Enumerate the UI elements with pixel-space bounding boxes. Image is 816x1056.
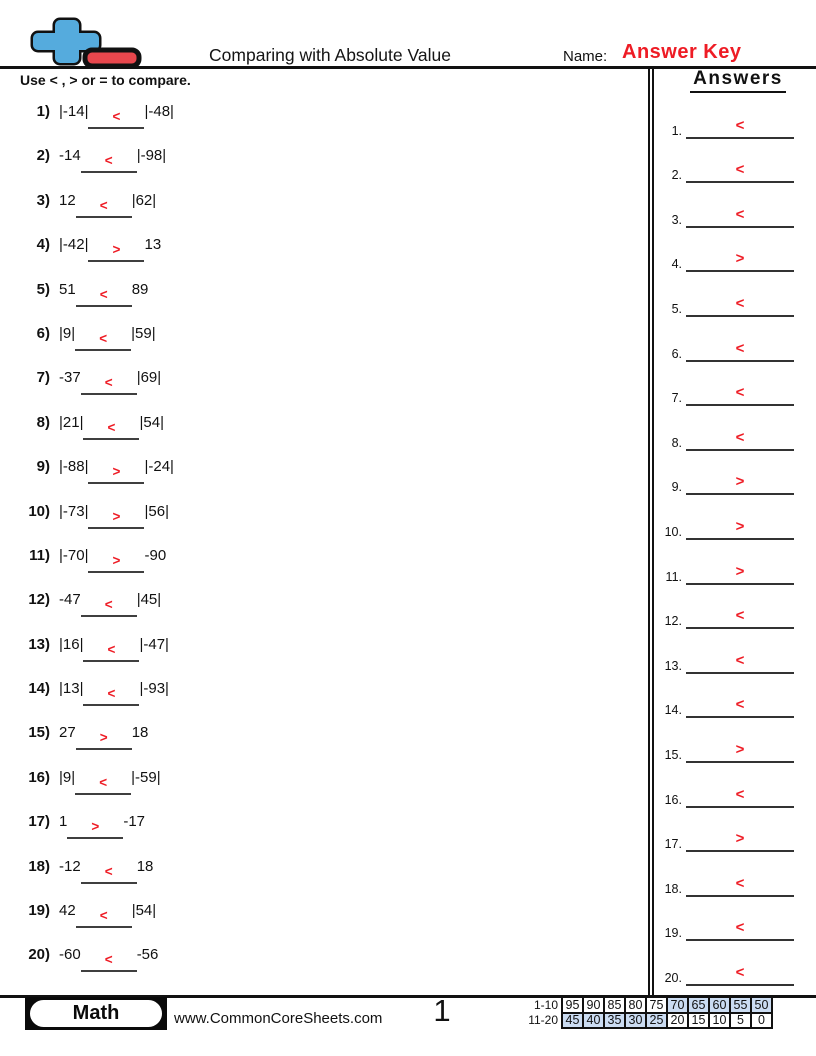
answer-symbol: < xyxy=(735,919,745,937)
answer-row xyxy=(652,631,800,676)
problem-answer-blank xyxy=(81,153,137,173)
answer-symbol: < xyxy=(735,116,745,134)
problem-number: 9) xyxy=(36,458,50,476)
problem-left-operand: |-70| xyxy=(59,546,89,564)
problem-answer-blank xyxy=(88,509,144,529)
answer-row xyxy=(652,810,800,855)
problem-row xyxy=(22,490,622,534)
grading-score-cell: 40 xyxy=(582,1012,605,1030)
problem-answer-blank xyxy=(81,375,137,395)
answer-row xyxy=(652,676,800,721)
grading-score-cell: 35 xyxy=(603,1012,626,1030)
problem-right-operand: 89 xyxy=(131,280,149,298)
answer-row xyxy=(652,274,800,319)
answer-blank-line xyxy=(686,295,794,317)
grading-score-cell: 85 xyxy=(603,996,626,1014)
problem-right-operand: 18 xyxy=(136,857,154,875)
answer-row xyxy=(652,364,800,409)
problem-right-operand: -17 xyxy=(123,813,146,831)
problem-right-operand: -56 xyxy=(136,946,159,964)
grading-score-cell: 20 xyxy=(666,1012,689,1030)
problem-answer-blank xyxy=(76,198,132,218)
problem-number: 20) xyxy=(28,946,50,964)
problem-answer-blank xyxy=(76,730,132,750)
comparison-symbol: < xyxy=(104,153,113,169)
problem-row xyxy=(22,845,622,889)
problem-number: 8) xyxy=(36,413,50,431)
problem-left-operand: |-73| xyxy=(59,502,89,520)
comparison-symbol: > xyxy=(91,819,100,835)
answer-symbol: < xyxy=(735,205,745,223)
problem-right-operand: |-98| xyxy=(136,147,167,165)
answer-number: 15. xyxy=(664,747,682,762)
answer-symbol: > xyxy=(735,830,745,848)
grading-score-cell: 25 xyxy=(645,1012,668,1030)
problem-right-operand: |-47| xyxy=(139,635,169,653)
answer-symbol: < xyxy=(735,384,745,402)
website-url: www.CommonCoreSheets.com xyxy=(174,1010,383,1027)
answer-number: 14. xyxy=(664,703,682,718)
answer-number: 9. xyxy=(671,480,682,495)
answer-blank-line xyxy=(686,250,794,272)
grading-score-cell: 65 xyxy=(687,996,710,1014)
problem-row xyxy=(22,933,622,977)
answer-blank-line xyxy=(686,161,794,183)
answer-symbol: < xyxy=(735,339,745,357)
answers-list xyxy=(652,96,800,988)
answer-blank-line xyxy=(686,206,794,228)
answer-row xyxy=(652,96,800,141)
answer-number: 20. xyxy=(664,970,682,985)
comparison-symbol: < xyxy=(104,952,113,968)
subject-badge xyxy=(25,997,167,1030)
comparison-symbol: < xyxy=(107,419,116,435)
problem-answer-blank xyxy=(67,819,123,839)
problem-number: 12) xyxy=(28,591,50,609)
answer-blank-line xyxy=(686,384,794,406)
problem-row xyxy=(22,179,622,223)
answer-number: 10. xyxy=(664,524,682,539)
problem-list xyxy=(22,90,622,978)
answer-number: 2. xyxy=(671,168,682,183)
answer-blank-line xyxy=(686,919,794,941)
answer-symbol: < xyxy=(735,785,745,803)
problem-row xyxy=(22,889,622,933)
problem-answer-blank xyxy=(88,242,144,262)
problem-right-operand: |56| xyxy=(144,502,169,520)
problem-row xyxy=(22,623,622,667)
answer-row xyxy=(652,408,800,453)
problem-left-operand: |-42| xyxy=(59,236,89,254)
grading-score-cell: 55 xyxy=(729,996,752,1014)
comparison-symbol: < xyxy=(104,863,113,879)
problem-row xyxy=(22,134,622,178)
answer-number: 4. xyxy=(671,257,682,272)
grading-score-cell: 10 xyxy=(708,1012,731,1030)
problem-right-operand: |-59| xyxy=(131,768,161,786)
answer-symbol: > xyxy=(735,562,745,580)
answer-row xyxy=(652,587,800,632)
problem-row xyxy=(22,223,622,267)
problem-left-operand: |9| xyxy=(59,768,76,786)
answer-blank-line xyxy=(686,964,794,986)
answer-blank-line xyxy=(686,830,794,852)
answer-blank-line xyxy=(686,429,794,451)
problem-left-operand: -47 xyxy=(59,591,81,609)
comparison-symbol: > xyxy=(112,464,121,480)
comparison-symbol: > xyxy=(112,552,121,568)
problem-answer-blank xyxy=(83,642,139,662)
answer-row xyxy=(652,854,800,899)
answer-blank-line xyxy=(686,473,794,495)
problem-right-operand: |62| xyxy=(131,191,157,209)
problem-answer-blank xyxy=(88,109,144,129)
comparison-symbol: > xyxy=(99,730,108,746)
answer-row xyxy=(652,497,800,542)
problem-row xyxy=(22,90,622,134)
problem-answer-blank xyxy=(83,420,139,440)
answer-number: 11. xyxy=(665,569,682,584)
problem-number: 7) xyxy=(36,369,50,387)
answer-row xyxy=(652,899,800,944)
problem-right-operand: |54| xyxy=(131,902,157,920)
problem-row xyxy=(22,268,622,312)
grading-score-cell: 95 xyxy=(561,996,584,1014)
problem-answer-blank xyxy=(81,952,137,972)
comparison-symbol: < xyxy=(112,109,121,124)
instructions-text: Use < , > or = to compare. xyxy=(20,72,191,88)
answer-symbol: > xyxy=(735,473,745,491)
problem-left-operand: 12 xyxy=(59,191,76,209)
problem-left-operand: -60 xyxy=(59,946,81,964)
answer-number: 7. xyxy=(671,391,682,406)
answer-row xyxy=(652,319,800,364)
answer-number: 6. xyxy=(671,346,682,361)
answer-blank-line xyxy=(686,563,794,585)
problem-number: 13) xyxy=(28,635,50,653)
comparison-symbol: < xyxy=(99,286,108,302)
problem-number: 5) xyxy=(36,280,50,298)
problem-number: 2) xyxy=(36,147,50,165)
problem-left-operand: |9| xyxy=(59,324,76,342)
answer-blank-line xyxy=(686,340,794,362)
problem-answer-blank xyxy=(81,864,137,884)
problem-number: 18) xyxy=(28,857,50,875)
problem-right-operand: |-24| xyxy=(144,458,174,476)
problem-row xyxy=(22,312,622,356)
problem-number: 11) xyxy=(29,546,50,564)
worksheet-title: Comparing with Absolute Value xyxy=(209,45,451,65)
answer-row xyxy=(652,765,800,810)
answer-symbol: > xyxy=(735,740,745,758)
grading-score-cell: 80 xyxy=(624,996,647,1014)
problem-number: 16) xyxy=(28,768,50,786)
problem-left-operand: |13| xyxy=(59,680,84,698)
comparison-symbol: < xyxy=(99,330,108,346)
problem-row xyxy=(22,711,622,755)
answer-symbol: < xyxy=(735,428,745,446)
problem-number: 17) xyxy=(28,813,50,831)
grading-row-label: 1-10 xyxy=(533,997,558,1012)
answer-symbol: < xyxy=(735,607,745,625)
comparison-symbol: < xyxy=(99,197,108,213)
grading-score-cell: 75 xyxy=(645,996,668,1014)
grading-score-cell: 60 xyxy=(708,996,731,1014)
subject-badge-label: Math xyxy=(30,1000,162,1027)
problem-left-operand: |-14| xyxy=(59,103,89,120)
answer-number: 19. xyxy=(664,926,682,941)
problem-number: 14) xyxy=(28,680,50,698)
answer-blank-line xyxy=(686,696,794,718)
problem-answer-blank xyxy=(88,553,144,573)
problem-left-operand: -37 xyxy=(59,369,81,387)
answer-symbol: < xyxy=(735,963,745,981)
answer-symbol: > xyxy=(735,250,745,268)
answer-row xyxy=(652,943,800,988)
problem-answer-blank xyxy=(83,686,139,706)
answer-blank-line xyxy=(686,741,794,763)
answer-number: 16. xyxy=(664,792,682,807)
problem-answer-blank xyxy=(75,775,131,795)
grading-score-cell: 70 xyxy=(666,996,689,1014)
grading-score-cell: 50 xyxy=(750,996,773,1014)
problem-right-operand: |54| xyxy=(139,413,164,431)
comparison-symbol: < xyxy=(107,641,116,657)
grading-row-label: 11-20 xyxy=(528,1013,558,1028)
problem-left-operand: -12 xyxy=(59,857,81,875)
answer-symbol: > xyxy=(735,517,745,535)
problem-right-operand: |59| xyxy=(131,324,156,342)
problem-right-operand: |-48| xyxy=(144,103,174,120)
problem-row xyxy=(22,667,622,711)
problem-number: 15) xyxy=(28,724,50,742)
problem-answer-blank xyxy=(76,908,132,928)
grading-score-cell: 0 xyxy=(750,1012,773,1030)
answer-blank-line xyxy=(686,652,794,674)
comparison-symbol: > xyxy=(112,508,121,524)
problem-right-operand: |69| xyxy=(136,369,162,387)
answer-row xyxy=(652,230,800,275)
problem-left-operand: 51 xyxy=(59,280,76,298)
problem-left-operand: 42 xyxy=(59,902,76,920)
answer-blank-line xyxy=(686,518,794,540)
comparison-symbol: > xyxy=(112,242,121,258)
answer-number: 1. xyxy=(671,123,682,138)
grading-score-cell: 90 xyxy=(582,996,605,1014)
answer-number: 13. xyxy=(664,658,682,673)
grading-score-cell: 15 xyxy=(687,1012,710,1030)
problem-row xyxy=(22,445,622,489)
answer-number: 3. xyxy=(671,212,682,227)
grading-row-11-20 xyxy=(512,1012,773,1030)
answer-number: 17. xyxy=(664,837,682,852)
answer-symbol: < xyxy=(735,294,745,312)
answer-row xyxy=(652,453,800,498)
problem-number: 3) xyxy=(36,191,50,209)
comparison-symbol: < xyxy=(104,597,113,613)
grading-score-cell: 30 xyxy=(624,1012,647,1030)
problem-number: 1) xyxy=(36,103,50,120)
problem-answer-blank xyxy=(88,464,144,484)
answer-blank-line xyxy=(686,875,794,897)
problem-left-operand: -14 xyxy=(59,147,81,165)
problem-row xyxy=(22,756,622,800)
problem-right-operand: -90 xyxy=(144,546,167,564)
answer-key-text: Answer Key xyxy=(622,41,742,63)
grading-score-cell: 5 xyxy=(729,1012,752,1030)
answer-blank-line xyxy=(686,117,794,139)
problem-row xyxy=(22,534,622,578)
answer-number: 5. xyxy=(671,301,682,316)
problem-left-operand: |21| xyxy=(59,413,84,431)
comparison-symbol: < xyxy=(99,908,108,924)
problem-number: 4) xyxy=(36,236,50,254)
problem-number: 6) xyxy=(36,324,50,342)
grading-chart xyxy=(512,996,773,1029)
problem-left-operand: 27 xyxy=(59,724,76,742)
problem-left-operand: 1 xyxy=(59,813,68,831)
problem-number: 10) xyxy=(28,502,50,520)
problem-row xyxy=(22,578,622,622)
problem-row xyxy=(22,401,622,445)
answers-heading: Answers xyxy=(668,68,808,93)
answer-row xyxy=(652,185,800,230)
problem-right-operand: 18 xyxy=(131,724,149,742)
answer-number: 18. xyxy=(664,881,682,896)
comparison-symbol: < xyxy=(99,774,108,790)
answer-number: 8. xyxy=(671,435,682,450)
answer-blank-line xyxy=(686,786,794,808)
problem-row xyxy=(22,800,622,844)
problem-right-operand: 13 xyxy=(144,236,162,254)
answer-row xyxy=(652,720,800,765)
answer-row xyxy=(652,542,800,587)
name-label: Name: xyxy=(563,48,608,65)
grading-score-cell: 45 xyxy=(561,1012,584,1030)
problem-right-operand: |-93| xyxy=(139,680,169,698)
answer-blank-line xyxy=(686,607,794,629)
problem-row xyxy=(22,356,622,400)
problem-answer-blank xyxy=(81,597,137,617)
problem-left-operand: |-88| xyxy=(59,458,89,476)
answer-symbol: < xyxy=(735,161,745,179)
comparison-symbol: < xyxy=(107,686,116,702)
problem-number: 19) xyxy=(28,902,50,920)
answer-row xyxy=(652,141,800,186)
answer-symbol: < xyxy=(735,874,745,892)
answer-symbol: < xyxy=(735,651,745,669)
problem-right-operand: |45| xyxy=(136,591,162,609)
page-number: 1 xyxy=(433,993,451,1028)
comparison-symbol: < xyxy=(104,375,113,391)
problem-answer-blank xyxy=(75,331,131,351)
problem-left-operand: |16| xyxy=(59,635,84,653)
problem-answer-blank xyxy=(76,287,132,307)
answer-number: 12. xyxy=(664,614,682,629)
answer-symbol: < xyxy=(735,696,745,714)
